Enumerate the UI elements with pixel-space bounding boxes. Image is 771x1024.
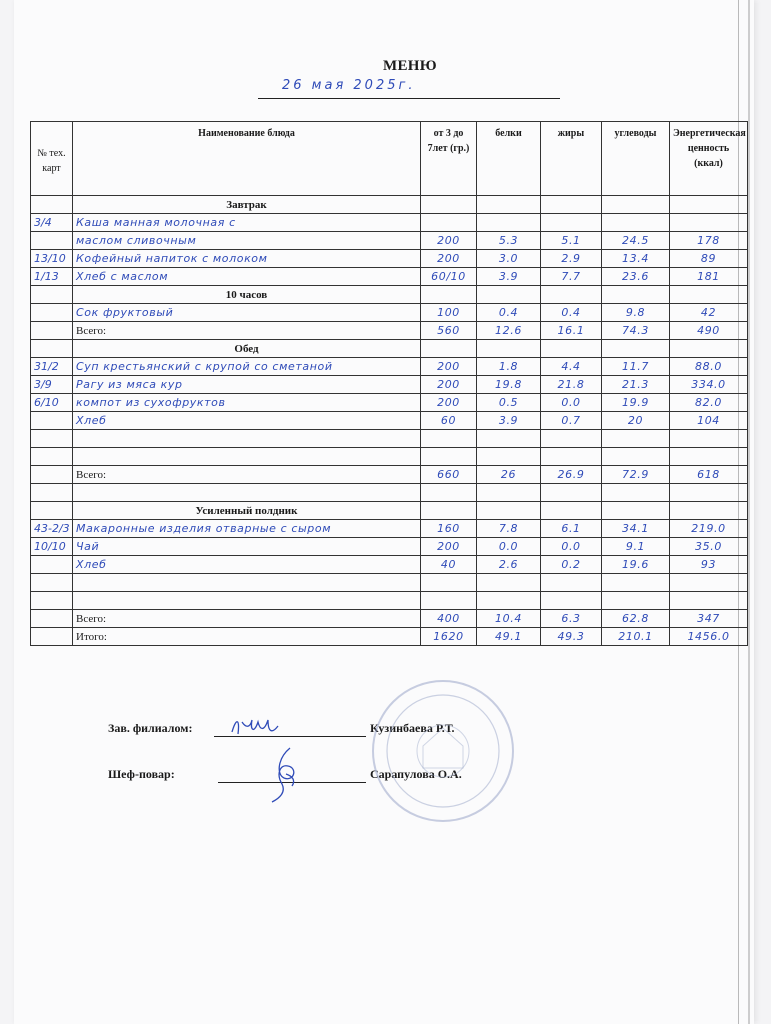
cell-portion: 400 <box>421 610 477 628</box>
cell-empty <box>541 484 602 502</box>
dish-name: Сок фруктовый <box>73 304 421 322</box>
dish-name: Хлеб с маслом <box>73 268 421 286</box>
cell-energy: 89 <box>670 250 748 268</box>
header-energy: Энергетическая ценность (ккал) <box>670 122 748 196</box>
cell-protein: 7.8 <box>477 520 541 538</box>
cell-portion: 60 <box>421 412 477 430</box>
cell-protein: 19.8 <box>477 376 541 394</box>
cell-empty <box>670 484 748 502</box>
scan-artifact <box>748 0 750 1024</box>
cell-portion: 1620 <box>421 628 477 646</box>
cell-empty <box>421 430 477 448</box>
cell-empty <box>477 340 541 358</box>
cell-portion: 200 <box>421 538 477 556</box>
cell-protein: 2.6 <box>477 556 541 574</box>
cell-energy: 347 <box>670 610 748 628</box>
cell-empty <box>477 592 541 610</box>
cell-empty <box>31 484 73 502</box>
cell-empty <box>31 430 73 448</box>
dish-name: Кофейный напиток с молоком <box>73 250 421 268</box>
section-title: Обед <box>73 340 421 358</box>
cell-num <box>31 628 73 646</box>
table-row <box>31 556 748 574</box>
cell-num <box>31 304 73 322</box>
cell-carbs: 20 <box>602 412 670 430</box>
cell-empty <box>670 448 748 466</box>
cell-num: 43-2/3 <box>31 520 73 538</box>
total-label: Всего: <box>73 466 421 484</box>
table-row <box>31 250 748 268</box>
cell-protein: 3.9 <box>477 412 541 430</box>
cell-empty <box>541 196 602 214</box>
cell-num <box>31 322 73 340</box>
cell-fat: 0.0 <box>541 394 602 412</box>
cell-empty <box>602 484 670 502</box>
cell-empty <box>477 286 541 304</box>
cell-portion: 560 <box>421 322 477 340</box>
table-row <box>31 538 748 556</box>
cell-num: 31/2 <box>31 358 73 376</box>
cell-carbs: 19.6 <box>602 556 670 574</box>
total-row <box>31 322 748 340</box>
header-protein: белки <box>477 122 541 196</box>
cell-fat: 2.9 <box>541 250 602 268</box>
cell-carbs: 210.1 <box>602 628 670 646</box>
header-name: Наименование блюда <box>73 122 421 196</box>
round-seal <box>368 676 518 826</box>
cell-energy <box>670 214 748 232</box>
cell-num: 10/10 <box>31 538 73 556</box>
section-row <box>31 196 748 214</box>
cell-carbs: 72.9 <box>602 466 670 484</box>
blank-row <box>31 574 748 592</box>
cell-num: 3/4 <box>31 214 73 232</box>
cell-protein: 0.4 <box>477 304 541 322</box>
table-row <box>31 304 748 322</box>
cell-carbs: 62.8 <box>602 610 670 628</box>
cell-empty <box>31 592 73 610</box>
cell-carbs: 74.3 <box>602 322 670 340</box>
section-row <box>31 340 748 358</box>
cell-fat: 16.1 <box>541 322 602 340</box>
cell-fat: 21.8 <box>541 376 602 394</box>
cell-protein: 0.0 <box>477 538 541 556</box>
menu-date: 26 мая 2025г. <box>282 78 416 93</box>
table-row <box>31 412 748 430</box>
cell-empty <box>602 502 670 520</box>
cell-empty <box>602 448 670 466</box>
cell-fat: 7.7 <box>541 268 602 286</box>
cell-portion: 200 <box>421 394 477 412</box>
dish-name: Макаронные изделия отварные с сыром <box>73 520 421 538</box>
section-title: Усиленный полдник <box>73 502 421 520</box>
cell-empty <box>477 484 541 502</box>
cell-empty <box>421 574 477 592</box>
cell-energy: 1456.0 <box>670 628 748 646</box>
blank-row <box>31 592 748 610</box>
cell-num <box>31 412 73 430</box>
cell-empty <box>477 430 541 448</box>
blank-row <box>31 448 748 466</box>
table-row <box>31 268 748 286</box>
cell-energy: 334.0 <box>670 376 748 394</box>
cell-energy: 82.0 <box>670 394 748 412</box>
total-label: Итого: <box>73 628 421 646</box>
cell-empty <box>541 430 602 448</box>
blank-row <box>31 430 748 448</box>
cell-num <box>31 340 73 358</box>
cell-empty <box>31 574 73 592</box>
cell-protein: 26 <box>477 466 541 484</box>
head-signature <box>228 712 288 742</box>
cell-num <box>31 466 73 484</box>
dish-name: Рагу из мяса кур <box>73 376 421 394</box>
blank-row <box>31 484 748 502</box>
cell-empty <box>421 340 477 358</box>
dish-name: Суп крестьянский с крупой со сметаной <box>73 358 421 376</box>
total-row <box>31 466 748 484</box>
cell-empty <box>73 592 421 610</box>
section-row <box>31 286 748 304</box>
cell-fat: 4.4 <box>541 358 602 376</box>
total-row <box>31 628 748 646</box>
cell-empty <box>73 448 421 466</box>
cell-fat: 49.3 <box>541 628 602 646</box>
cell-portion: 200 <box>421 232 477 250</box>
cell-carbs: 21.3 <box>602 376 670 394</box>
cell-empty <box>602 340 670 358</box>
cell-portion: 40 <box>421 556 477 574</box>
cell-empty <box>541 592 602 610</box>
cell-portion: 100 <box>421 304 477 322</box>
cell-num <box>31 610 73 628</box>
dish-name: маслом сливочным <box>73 232 421 250</box>
cell-protein: 10.4 <box>477 610 541 628</box>
cell-empty <box>541 448 602 466</box>
cell-empty <box>73 574 421 592</box>
menu-table <box>30 121 748 646</box>
cell-fat: 6.1 <box>541 520 602 538</box>
cell-empty <box>602 574 670 592</box>
cell-empty <box>541 502 602 520</box>
cell-carbs: 9.1 <box>602 538 670 556</box>
cell-energy: 178 <box>670 232 748 250</box>
cell-empty <box>670 502 748 520</box>
cell-empty <box>421 592 477 610</box>
cell-num <box>31 286 73 304</box>
cell-num: 6/10 <box>31 394 73 412</box>
cell-protein: 5.3 <box>477 232 541 250</box>
cell-empty <box>670 340 748 358</box>
cell-empty <box>421 502 477 520</box>
section-title: Завтрак <box>73 196 421 214</box>
cell-empty <box>670 286 748 304</box>
total-label: Всего: <box>73 322 421 340</box>
table-row <box>31 358 748 376</box>
cell-empty <box>670 574 748 592</box>
table-row <box>31 394 748 412</box>
cell-empty <box>31 448 73 466</box>
cell-carbs: 23.6 <box>602 268 670 286</box>
cell-portion: 200 <box>421 250 477 268</box>
cell-fat: 26.9 <box>541 466 602 484</box>
cell-num <box>31 502 73 520</box>
dish-name: Хлеб <box>73 556 421 574</box>
cell-protein: 49.1 <box>477 628 541 646</box>
section-row <box>31 502 748 520</box>
cell-num: 1/13 <box>31 268 73 286</box>
table-row <box>31 214 748 232</box>
cell-energy: 490 <box>670 322 748 340</box>
chef-name: Сарапулова О.А. <box>370 767 462 781</box>
cell-fat: 0.2 <box>541 556 602 574</box>
cell-empty <box>477 448 541 466</box>
cell-portion: 200 <box>421 358 477 376</box>
cell-energy: 618 <box>670 466 748 484</box>
cell-protein <box>477 214 541 232</box>
cell-empty <box>421 484 477 502</box>
cell-protein: 3.0 <box>477 250 541 268</box>
cell-fat: 5.1 <box>541 232 602 250</box>
cell-empty <box>541 286 602 304</box>
section-title: 10 часов <box>73 286 421 304</box>
cell-protein: 0.5 <box>477 394 541 412</box>
cell-portion <box>421 214 477 232</box>
dish-name: Каша манная молочная с <box>73 214 421 232</box>
cell-carbs: 13.4 <box>602 250 670 268</box>
cell-empty <box>670 592 748 610</box>
cell-empty <box>670 196 748 214</box>
cell-empty <box>421 196 477 214</box>
cell-fat: 0.0 <box>541 538 602 556</box>
cell-fat: 0.4 <box>541 304 602 322</box>
cell-protein: 1.8 <box>477 358 541 376</box>
header-num: № тех. карт <box>31 122 73 196</box>
chef-signature <box>262 744 312 804</box>
table-row <box>31 520 748 538</box>
dish-name: компот из сухофруктов <box>73 394 421 412</box>
cell-energy: 42 <box>670 304 748 322</box>
cell-portion: 160 <box>421 520 477 538</box>
chef-label: Шеф-повар: <box>108 767 175 781</box>
cell-empty <box>602 286 670 304</box>
cell-num: 3/9 <box>31 376 73 394</box>
cell-fat: 6.3 <box>541 610 602 628</box>
cell-carbs: 34.1 <box>602 520 670 538</box>
dish-name: Хлеб <box>73 412 421 430</box>
cell-protein: 3.9 <box>477 268 541 286</box>
cell-empty <box>477 502 541 520</box>
cell-empty <box>602 430 670 448</box>
cell-energy: 219.0 <box>670 520 748 538</box>
cell-carbs: 11.7 <box>602 358 670 376</box>
cell-num <box>31 556 73 574</box>
cell-carbs: 24.5 <box>602 232 670 250</box>
total-row <box>31 610 748 628</box>
cell-empty <box>477 196 541 214</box>
cell-empty <box>421 286 477 304</box>
cell-energy: 88.0 <box>670 358 748 376</box>
cell-empty <box>541 574 602 592</box>
total-label: Всего: <box>73 610 421 628</box>
cell-empty <box>602 592 670 610</box>
cell-energy: 104 <box>670 412 748 430</box>
cell-empty <box>421 448 477 466</box>
cell-energy: 35.0 <box>670 538 748 556</box>
header-carbs: углеводы <box>602 122 670 196</box>
cell-carbs: 9.8 <box>602 304 670 322</box>
head-name: Кузинбаева Р.Т. <box>370 721 455 735</box>
cell-carbs: 19.9 <box>602 394 670 412</box>
cell-portion: 660 <box>421 466 477 484</box>
cell-empty <box>73 484 421 502</box>
cell-empty <box>541 340 602 358</box>
cell-empty <box>477 574 541 592</box>
cell-empty <box>670 430 748 448</box>
cell-energy: 181 <box>670 268 748 286</box>
table-row <box>31 376 748 394</box>
head-label: Зав. филиалом: <box>108 721 193 735</box>
page-title: МЕНЮ <box>383 58 437 74</box>
cell-fat: 0.7 <box>541 412 602 430</box>
cell-protein: 12.6 <box>477 322 541 340</box>
cell-num: 13/10 <box>31 250 73 268</box>
cell-fat <box>541 214 602 232</box>
table-row <box>31 232 748 250</box>
cell-portion: 60/10 <box>421 268 477 286</box>
table-header-row <box>31 122 748 196</box>
cell-portion: 200 <box>421 376 477 394</box>
cell-empty <box>73 430 421 448</box>
header-fat: жиры <box>541 122 602 196</box>
cell-num <box>31 232 73 250</box>
header-portion: от 3 до 7лет (гр.) <box>421 122 477 196</box>
cell-energy: 93 <box>670 556 748 574</box>
menu-body <box>31 196 748 646</box>
cell-carbs <box>602 214 670 232</box>
cell-empty <box>602 196 670 214</box>
cell-num <box>31 196 73 214</box>
dish-name: Чай <box>73 538 421 556</box>
